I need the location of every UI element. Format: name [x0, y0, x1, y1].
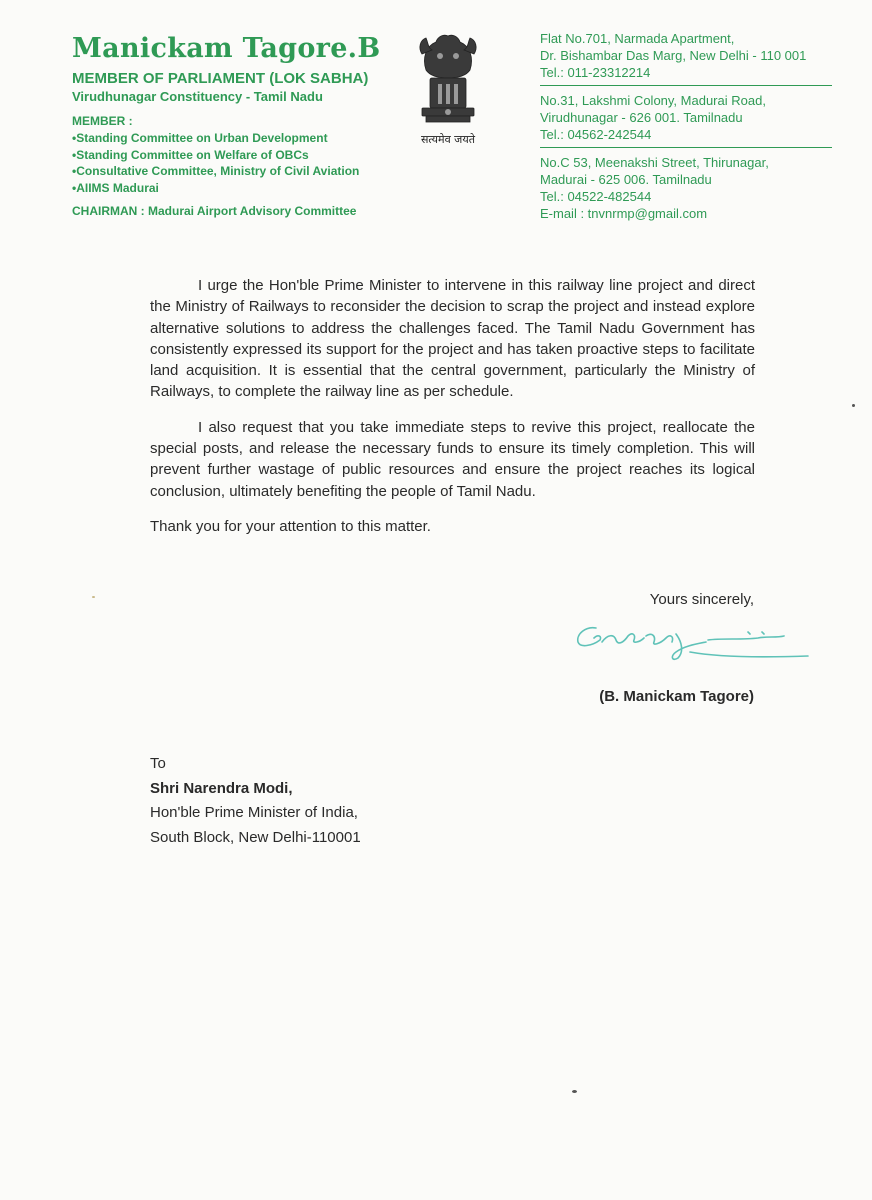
- signatory-name: (B. Manickam Tagore): [599, 688, 754, 705]
- address-virudhunagar: [540, 92, 832, 148]
- member-heading: MEMBER :: [72, 114, 133, 128]
- address-line: Virudhunagar - 626 001. Tamilnadu: [540, 110, 743, 125]
- address-line: Madurai - 625 006. Tamilnadu: [540, 172, 712, 187]
- address-phone: Tel.: 04522-482544: [540, 189, 652, 204]
- scan-speck: [852, 404, 855, 407]
- recipient-title: Hon'ble Prime Minister of India,: [150, 804, 358, 821]
- to-label: To: [150, 755, 166, 772]
- recipient-name: Shri Narendra Modi,: [150, 779, 293, 797]
- membership-item: • Consultative Committee, Ministry of Civil Aviation: [72, 163, 412, 180]
- recipient-address: South Block, New Delhi-110001: [150, 828, 361, 846]
- mp-constituency: Virudhunagar Constituency - Tamil Nadu: [72, 89, 323, 104]
- closing-line: Thank you for your attention to this matter.: [150, 517, 431, 535]
- mp-name: Manickam Tagore.B: [72, 33, 381, 64]
- letterhead-addresses: [540, 30, 832, 232]
- mp-role: MEMBER OF PARLIAMENT (LOK SABHA): [72, 70, 369, 87]
- letter-body: [150, 275, 755, 551]
- address-madurai: [540, 154, 832, 226]
- letterhead-identity: [72, 32, 412, 218]
- address-phone: Tel.: 04562-242544: [540, 127, 652, 142]
- membership-list: [72, 130, 412, 196]
- scan-speck: [92, 596, 95, 598]
- membership-item: • AIIMS Madurai: [72, 180, 412, 197]
- address-email: E-mail : tnvnrmp@gmail.com: [540, 206, 708, 221]
- national-emblem: [408, 28, 488, 147]
- address-line: No.31, Lakshmi Colony, Madurai Road,: [540, 93, 766, 108]
- membership-item: • Standing Committee on Welfare of OBCs: [72, 147, 412, 164]
- recipient-block: [150, 752, 361, 850]
- scan-speck: [572, 1090, 577, 1093]
- lion-capital-icon: [412, 28, 484, 130]
- address-delhi: [540, 30, 832, 86]
- membership-item: • Standing Committee on Urban Development: [72, 130, 412, 147]
- salutation: Yours sincerely,: [649, 591, 754, 608]
- address-line: Flat No.701, Narmada Apartment,: [540, 31, 735, 46]
- address-phone: Tel.: 011-23312214: [540, 65, 651, 80]
- address-line: No.C 53, Meenakshi Street, Thirunagar,: [540, 155, 769, 170]
- body-paragraph: I urge the Hon'ble Prime Minister to intervene in this railway line project and direct the Ministry of Railways to reconsider the decision to scrap the project and instead explore alternative solutions to address the challenges faced. The Tamil Nadu Government has consistently expressed its support for the project and has taken proactive steps to facilitate land acquisition. It is essential that the central government, particularly the Ministry of Railways, to complete the railway line as per schedule.: [150, 277, 755, 401]
- chairman-line: CHAIRMAN : Madurai Airport Advisory Committee: [72, 204, 357, 218]
- address-line: Dr. Bishambar Das Marg, New Delhi - 110 001: [540, 48, 807, 63]
- emblem-motto: सत्यमेव जयते: [420, 133, 475, 146]
- body-paragraph: I also request that you take immediate steps to revive this project, reallocate the special posts, and release the necessary funds to ensure its timely completion. This will prevent further wastage of public resources and ensure the project reaches its logical conclusion, ultimately benefiting the people of Tamil Nadu.: [150, 418, 755, 500]
- handwritten-signature: [572, 612, 812, 670]
